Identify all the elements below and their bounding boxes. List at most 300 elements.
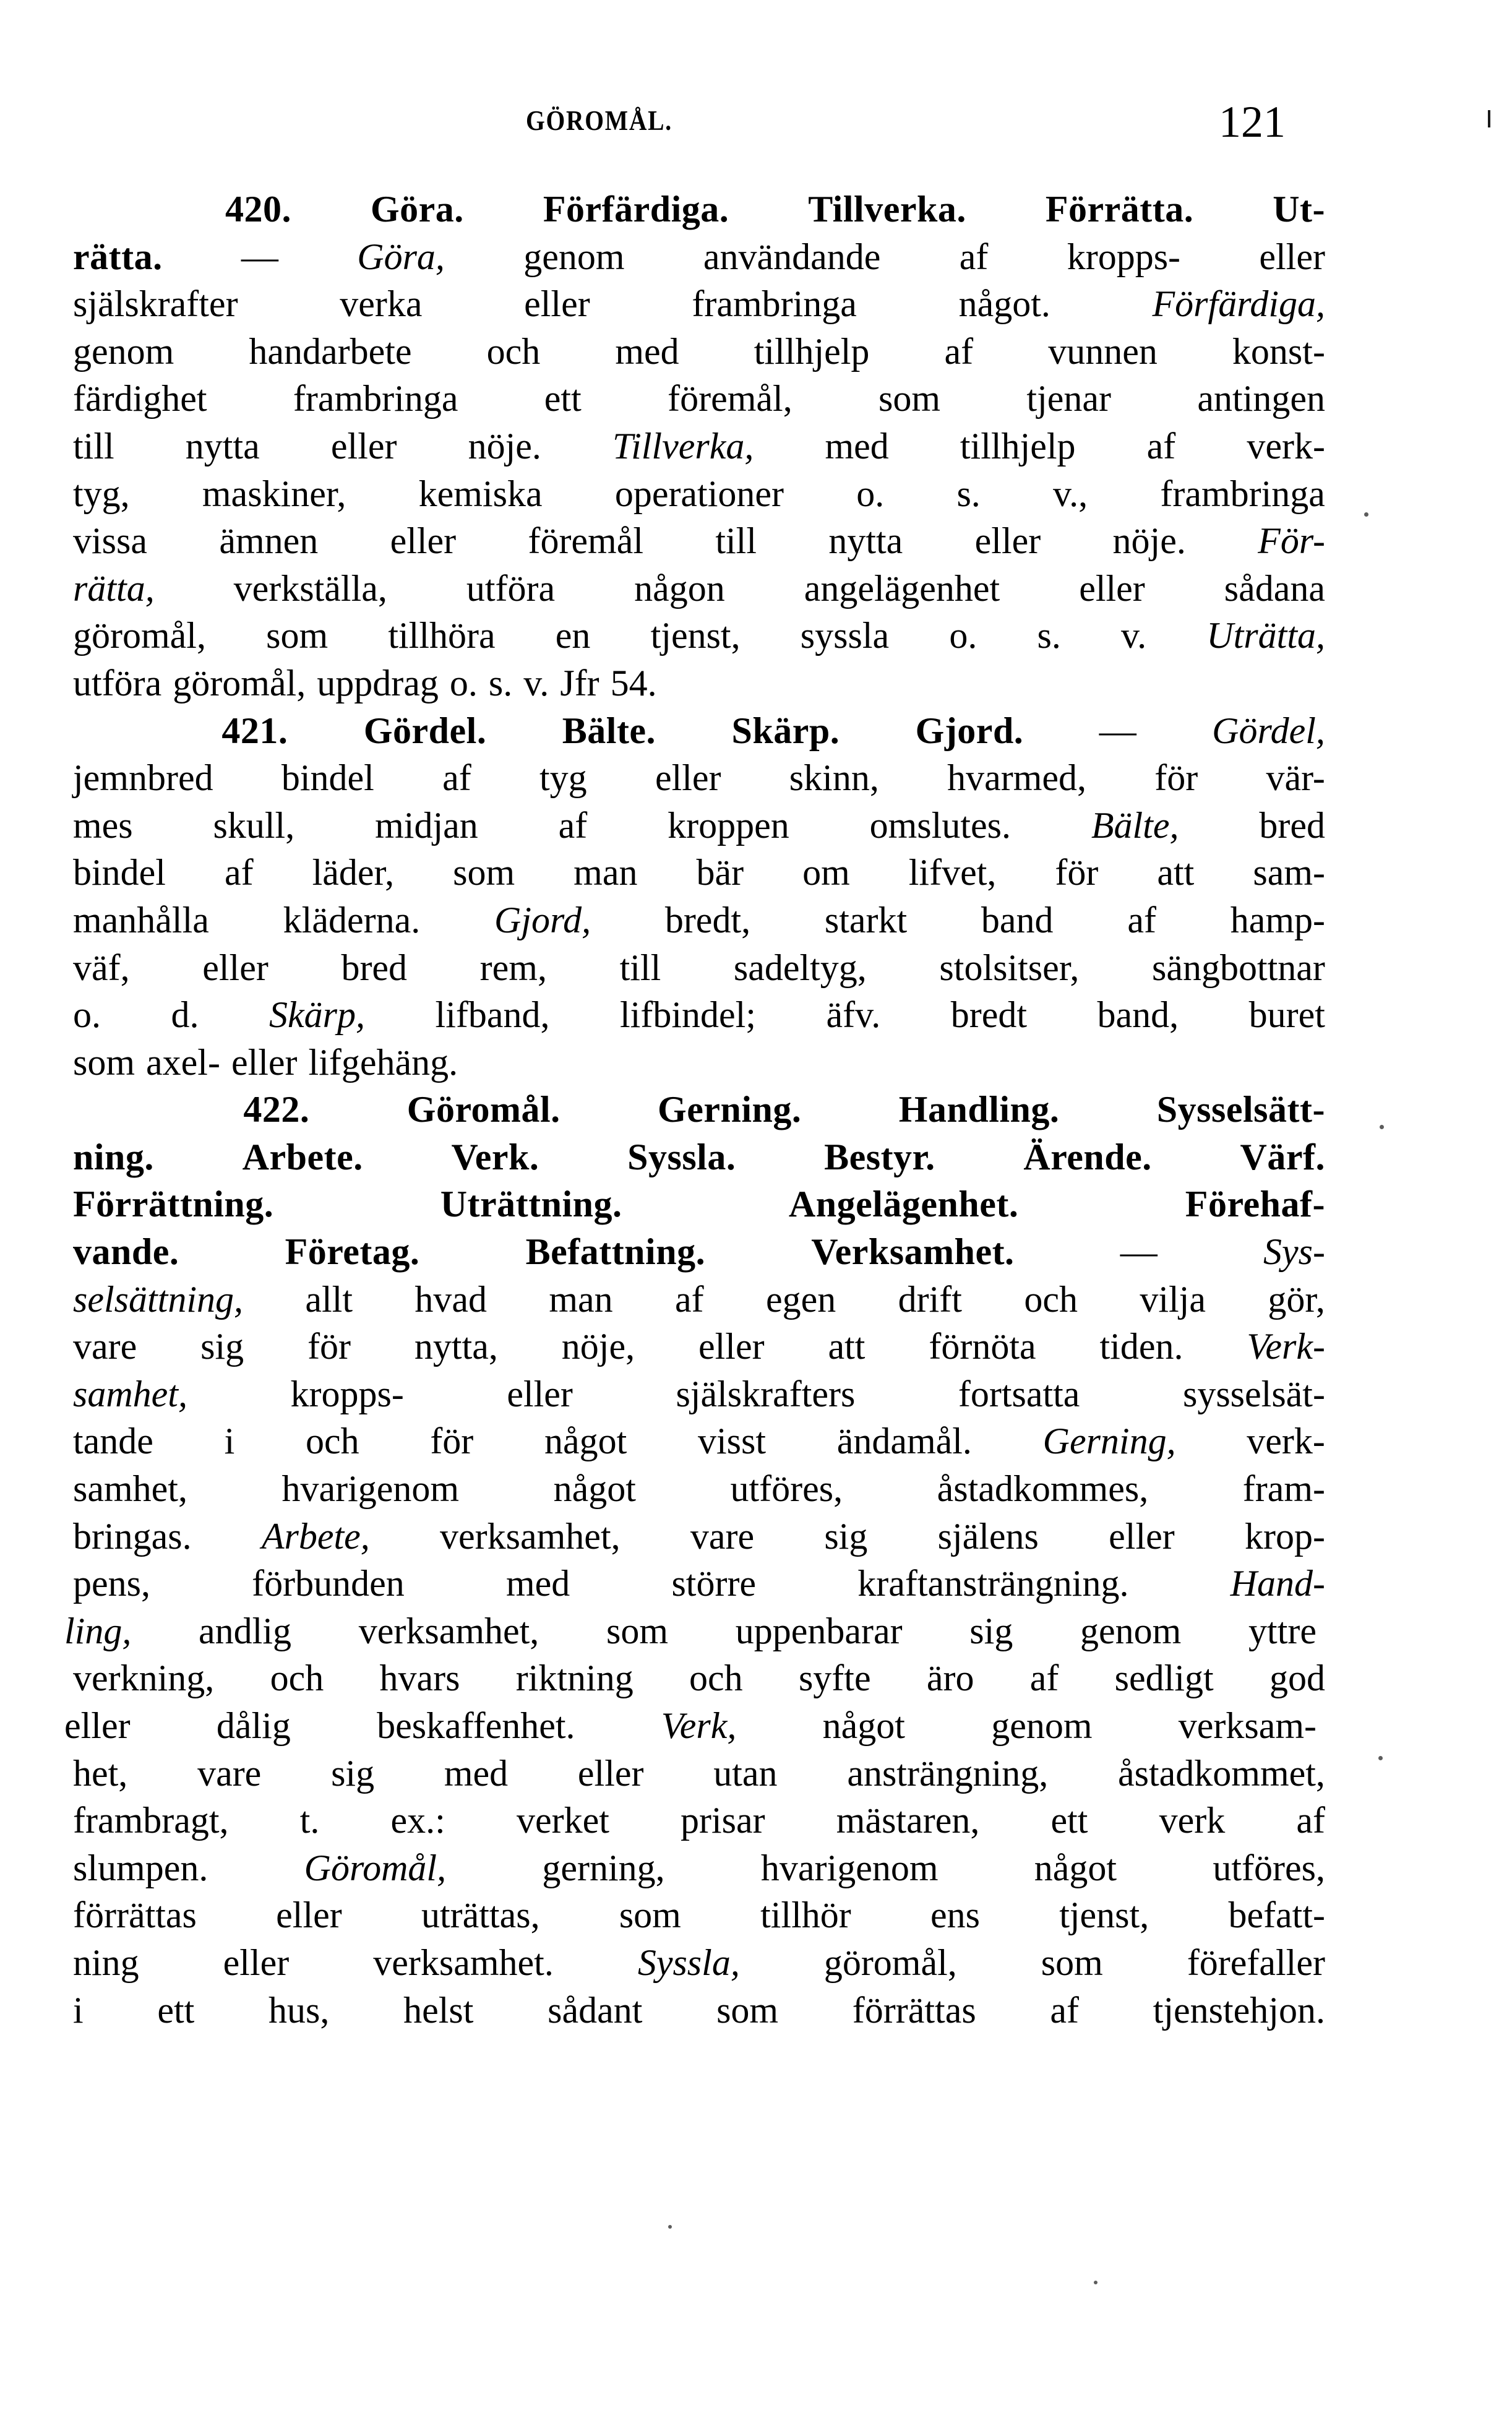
word: vär- <box>1266 757 1325 799</box>
word: kropps- <box>1067 236 1181 277</box>
text-line <box>73 849 1325 897</box>
word: förnöta <box>929 1326 1036 1367</box>
text-line <box>73 754 1325 802</box>
word: med <box>615 330 679 372</box>
word: eller <box>1109 1515 1175 1557</box>
word: större <box>671 1563 757 1604</box>
word: dålig <box>216 1705 291 1746</box>
word: frambragt, <box>73 1800 229 1841</box>
word: yttre <box>1248 1610 1317 1651</box>
word: eller <box>276 1895 342 1936</box>
scan-speck <box>1094 2281 1097 2284</box>
word: tyg, <box>73 473 130 514</box>
word: vunnen <box>1048 330 1158 372</box>
word: af <box>1296 1800 1325 1841</box>
word: förefaller <box>1187 1942 1325 1983</box>
text-line <box>73 1654 1325 1702</box>
word: eller <box>390 520 457 562</box>
word: stolsitser, <box>939 947 1080 988</box>
word: samhet, <box>73 1468 187 1510</box>
word: fram- <box>1242 1468 1325 1510</box>
paragraph-indent <box>73 707 146 755</box>
word: i <box>73 1989 84 2031</box>
text-line <box>73 1750 1325 1797</box>
word: tillhör <box>760 1895 851 1936</box>
word: manhålla <box>73 899 209 940</box>
word: nytta, <box>414 1326 498 1367</box>
headword: ning. <box>73 1136 154 1177</box>
word: som <box>453 852 515 893</box>
headword: Skärp. <box>731 710 840 751</box>
text-line <box>73 375 1325 423</box>
word: lifvet, <box>908 852 997 893</box>
word: med <box>505 1563 570 1604</box>
word: andlig <box>199 1610 292 1651</box>
word: buret <box>1248 994 1325 1036</box>
word: kläderna. <box>283 899 421 940</box>
word: eller <box>330 425 397 467</box>
word: hus, <box>268 1989 330 2031</box>
word: sig <box>200 1326 244 1367</box>
word: till <box>715 520 757 562</box>
word: något <box>822 1705 905 1746</box>
word: utföra <box>73 662 162 703</box>
word: af <box>1146 425 1176 467</box>
word: uppenbarar <box>735 1610 903 1651</box>
word: kemiska <box>418 473 543 514</box>
word: bredt <box>950 994 1027 1036</box>
word: frambringa <box>1160 473 1325 514</box>
emphasized-term: Arbete, <box>261 1515 370 1557</box>
word: om <box>802 852 850 893</box>
text-line <box>73 517 1325 565</box>
emphasized-term: Tillverka, <box>612 425 754 467</box>
text-line <box>73 565 1325 613</box>
word: tillhjelp <box>960 425 1076 467</box>
word: drift <box>898 1278 962 1320</box>
word: sig <box>824 1515 868 1557</box>
word: mästaren, <box>836 1800 980 1841</box>
text-line <box>73 328 1325 376</box>
word: — <box>1120 1231 1158 1273</box>
word: sängbottnar <box>1151 947 1325 988</box>
word: tillhöra <box>388 615 496 656</box>
word: af <box>1050 1989 1079 2031</box>
word: eller <box>577 1752 644 1794</box>
text-line <box>73 233 1325 281</box>
headword: Förehaf- <box>1185 1184 1325 1225</box>
word: något <box>544 1421 627 1462</box>
word: lifband, <box>435 994 550 1036</box>
word: helst <box>403 1989 474 2031</box>
word: hvars <box>379 1658 460 1699</box>
word: sam- <box>1253 852 1325 893</box>
text-line <box>73 280 1325 328</box>
word: göromål, <box>73 615 206 656</box>
word: tjenstehjon. <box>1153 1989 1325 2031</box>
text-line <box>73 1181 1325 1228</box>
word: vissa <box>73 520 147 562</box>
word: angelägenhet <box>804 567 1000 609</box>
word: skinn, <box>789 757 879 799</box>
word: s. <box>1037 615 1061 656</box>
text-line <box>73 423 1325 470</box>
word: mes <box>73 804 133 846</box>
word: eller <box>524 283 590 325</box>
emphasized-term: Gjord, <box>494 899 591 940</box>
word: riktning <box>515 1658 634 1699</box>
word: till <box>73 425 114 467</box>
word: eller <box>202 947 268 988</box>
word: operationer <box>614 473 784 514</box>
word: eller <box>64 1705 131 1746</box>
word: Jfr <box>560 662 599 703</box>
word: god <box>1269 1658 1325 1699</box>
word: verkning, <box>73 1658 215 1699</box>
word: genom <box>73 330 174 372</box>
word: prisar <box>681 1800 765 1841</box>
headword: Göromål. <box>406 1089 561 1130</box>
headword: Handling. <box>898 1089 1060 1130</box>
word: som <box>878 378 941 419</box>
word: skull, <box>213 804 295 846</box>
word: maskiner, <box>202 473 346 514</box>
word: tjenst, <box>1059 1895 1149 1936</box>
word: sadeltyg, <box>733 947 867 988</box>
emphasized-term: Gerning, <box>1042 1421 1176 1462</box>
word: en <box>555 615 591 656</box>
word: band <box>981 899 1054 940</box>
word: bindel <box>281 757 374 799</box>
word: af <box>959 236 989 277</box>
word: och <box>305 1421 359 1462</box>
emphasized-term: Bälte, <box>1091 804 1179 846</box>
text-line <box>73 1323 1325 1370</box>
scan-speck <box>1364 512 1368 517</box>
word: kraftansträngning. <box>857 1563 1129 1604</box>
emphasized-term: Uträtta, <box>1206 615 1325 656</box>
word: eller <box>974 520 1041 562</box>
headword: Värf. <box>1240 1136 1325 1177</box>
word: lifbindel; <box>620 994 756 1036</box>
scan-speck <box>1380 1125 1384 1129</box>
word: uträttas, <box>421 1895 540 1936</box>
text-line <box>73 1276 1325 1323</box>
word: ning <box>73 1942 139 1983</box>
word: tiden. <box>1099 1326 1183 1367</box>
word: ens <box>930 1895 980 1936</box>
word: verk- <box>1247 425 1325 467</box>
word: väf, <box>73 947 130 988</box>
word: gör, <box>1268 1278 1325 1320</box>
word: föremål <box>528 520 644 562</box>
word: hvarigenom <box>281 1468 460 1510</box>
margin-tick-mark <box>1488 110 1490 127</box>
word: vare <box>197 1752 262 1794</box>
word: åstadkommes, <box>937 1468 1149 1510</box>
word: som <box>606 1610 669 1651</box>
text-line <box>73 707 1325 755</box>
word: tande <box>73 1421 153 1462</box>
word: kroppen <box>668 804 789 846</box>
word: verksam- <box>1178 1705 1317 1746</box>
word: som <box>716 1989 779 2031</box>
word: verksamhet, <box>440 1515 621 1557</box>
word: någon <box>634 567 725 609</box>
emphasized-term: Sys- <box>1263 1231 1325 1273</box>
word: själskrafters <box>676 1373 856 1414</box>
word: förrättas <box>852 1989 976 2031</box>
word: antingen <box>1197 378 1325 419</box>
word: o. <box>449 662 478 703</box>
headword: Ärende. <box>1023 1136 1152 1177</box>
text-line <box>73 1560 1325 1607</box>
word: tillhjelp <box>754 330 870 372</box>
headword: Bestyr. <box>824 1136 935 1177</box>
word: o. <box>949 615 977 656</box>
word: och <box>689 1658 743 1699</box>
word: omslutes. <box>869 804 1011 846</box>
word: färdighet <box>73 378 207 419</box>
word: het, <box>73 1752 128 1794</box>
text-line <box>73 470 1325 518</box>
word: som <box>1041 1942 1103 1983</box>
paragraph-indent <box>73 1086 146 1134</box>
word: som <box>266 615 329 656</box>
emphasized-term: För- <box>1258 520 1325 562</box>
word: fortsatta <box>958 1373 1080 1414</box>
word: man <box>573 852 638 893</box>
word: nöje, <box>561 1326 635 1367</box>
word: sysselsät- <box>1182 1373 1325 1414</box>
word: nöje. <box>1112 520 1186 562</box>
running-head <box>142 97 1318 153</box>
word: verksamhet, <box>358 1610 539 1651</box>
headword: Syssla. <box>627 1136 736 1177</box>
emphasized-term: ling, <box>64 1610 132 1651</box>
text-line <box>73 897 1325 944</box>
word: till <box>619 947 661 988</box>
word: allt <box>305 1278 353 1320</box>
text-line <box>73 660 1325 707</box>
word: som <box>619 1895 681 1936</box>
word: att <box>1157 852 1195 893</box>
word: egen <box>766 1278 836 1320</box>
headword: Angelägenhet. <box>788 1184 1019 1225</box>
word: eller <box>507 1373 573 1414</box>
headword: Gjord. <box>915 710 1024 751</box>
word: för <box>1154 757 1198 799</box>
emphasized-term: Skärp, <box>269 994 366 1036</box>
word: vare <box>73 1326 137 1367</box>
text-line <box>73 1134 1325 1181</box>
headword: Tillverka. <box>808 189 966 230</box>
word: göromål, <box>823 1942 957 1983</box>
headword: rätta. <box>73 236 163 277</box>
headword: 421. <box>221 710 288 751</box>
word: genom <box>1080 1610 1182 1651</box>
text-line <box>73 802 1325 850</box>
word: af <box>442 757 471 799</box>
emphasized-term: Verk- <box>1247 1326 1325 1367</box>
word: syfte <box>798 1658 871 1699</box>
emphasized-term: rätta, <box>73 567 155 609</box>
word: och <box>486 330 541 372</box>
word: verka <box>340 283 423 325</box>
headword: 420. <box>225 189 291 230</box>
text-line <box>73 1987 1325 2034</box>
headword: Företag. <box>285 1231 420 1273</box>
word: sig <box>331 1752 375 1794</box>
text-line <box>73 991 1325 1039</box>
word: man <box>549 1278 613 1320</box>
text-line <box>64 1702 1325 1750</box>
word: med <box>444 1752 509 1794</box>
word: eller <box>231 1041 298 1083</box>
word: bred <box>1259 804 1325 846</box>
headword: Förfärdiga. <box>543 189 729 230</box>
text-line <box>73 944 1325 992</box>
word: midjan <box>375 804 478 846</box>
word: bringas. <box>73 1515 192 1557</box>
headword: Göra. <box>371 189 464 230</box>
word: o. <box>73 994 101 1036</box>
word: bredt, <box>664 899 751 940</box>
text-line <box>73 1228 1325 1276</box>
text-line <box>73 1370 1325 1418</box>
word: utföres, <box>730 1468 843 1510</box>
word: s. <box>488 662 513 703</box>
word: — <box>1099 710 1136 751</box>
word: tjenar <box>1026 378 1111 419</box>
word: kropps- <box>290 1373 404 1414</box>
word: något <box>1034 1847 1117 1888</box>
word: nytta <box>828 520 903 562</box>
text-line <box>73 1513 1325 1560</box>
word: t. <box>299 1800 320 1841</box>
headword: Förrätta. <box>1045 189 1194 230</box>
headword: 422. <box>243 1089 310 1130</box>
emphasized-term: Göra, <box>357 236 445 277</box>
word: jemnbred <box>73 757 213 799</box>
text-line <box>73 612 1325 660</box>
word: af <box>558 804 588 846</box>
text-line <box>73 1465 1325 1513</box>
word: användande <box>703 236 881 277</box>
word: eller <box>698 1326 765 1367</box>
word: starkt <box>824 899 908 940</box>
emphasized-term: Verk, <box>661 1705 737 1746</box>
word: sedligt <box>1114 1658 1214 1699</box>
headword: Gördel. <box>363 710 487 751</box>
word: eller <box>655 757 721 799</box>
word: för <box>307 1326 351 1367</box>
word: ett <box>1050 1800 1088 1841</box>
headword: Befattning. <box>525 1231 706 1273</box>
word: i <box>224 1421 235 1462</box>
word: förrättas <box>73 1895 197 1936</box>
headword: Uträttning. <box>440 1184 622 1225</box>
word: hvarmed, <box>947 757 1087 799</box>
headword: Ut- <box>1273 189 1325 230</box>
word: något <box>553 1468 636 1510</box>
text-line <box>73 1939 1325 1987</box>
word: för <box>1055 852 1099 893</box>
word: för <box>430 1421 474 1462</box>
text-line <box>64 1607 1325 1655</box>
word: rem, <box>479 947 547 988</box>
word: hamp- <box>1230 899 1325 940</box>
word: axel- <box>146 1041 220 1083</box>
word: befatt- <box>1228 1895 1325 1936</box>
word: slumpen. <box>73 1847 208 1888</box>
word: utföres, <box>1213 1847 1325 1888</box>
word: äfv. <box>826 994 881 1036</box>
word: eller <box>1079 567 1145 609</box>
headword: Bälte. <box>562 710 656 751</box>
word: föremål, <box>668 378 793 419</box>
word: af <box>1127 899 1156 940</box>
headword: Verksamhet. <box>811 1231 1015 1273</box>
word: bär <box>696 852 744 893</box>
emphasized-term: Göromål, <box>304 1847 447 1888</box>
word: verket <box>516 1800 609 1841</box>
word: eller <box>1259 236 1325 277</box>
emphasized-term: selsättning, <box>73 1278 244 1320</box>
headword: Gerning. <box>658 1089 802 1130</box>
word: genom <box>991 1705 1093 1746</box>
running-head-title: GÖROMÅL. <box>526 105 672 136</box>
word: sig <box>969 1610 1013 1651</box>
word: verksamhet. <box>373 1942 554 1983</box>
word: ämnen <box>219 520 319 562</box>
scan-speck <box>668 2225 672 2229</box>
word: och <box>270 1658 324 1699</box>
word: beskaffenhet. <box>377 1705 575 1746</box>
word: tjenst, <box>650 615 741 656</box>
word: verk- <box>1247 1421 1325 1462</box>
scan-speck <box>1378 1756 1383 1760</box>
word: ett <box>544 378 582 419</box>
word: ändamål. <box>836 1421 972 1462</box>
word: läder, <box>312 852 395 893</box>
word: frambringa <box>293 378 458 419</box>
emphasized-term: Syssla, <box>637 1942 740 1983</box>
headword: Verk. <box>451 1136 539 1177</box>
headword: vande. <box>73 1231 179 1273</box>
word: åstadkommet, <box>1118 1752 1325 1794</box>
word: band, <box>1097 994 1179 1036</box>
word: att <box>828 1326 866 1367</box>
word: förbunden <box>252 1563 405 1604</box>
word: af <box>944 330 974 372</box>
headword: Sysselsätt- <box>1156 1089 1325 1130</box>
word: hvarigenom <box>760 1847 939 1888</box>
word: själskrafter <box>73 283 238 325</box>
emphasized-term: Hand- <box>1230 1563 1325 1604</box>
word: v., <box>1053 473 1088 514</box>
text-line <box>73 1039 1325 1086</box>
word: s. <box>956 473 981 514</box>
word: själens <box>937 1515 1039 1557</box>
emphasized-term: Förfärdiga, <box>1152 283 1325 325</box>
word: ex.: <box>390 1800 445 1841</box>
word: handarbete <box>249 330 412 372</box>
word: hvad <box>415 1278 488 1320</box>
word: d. <box>171 994 199 1036</box>
text-line <box>73 186 1325 233</box>
word: af <box>675 1278 704 1320</box>
